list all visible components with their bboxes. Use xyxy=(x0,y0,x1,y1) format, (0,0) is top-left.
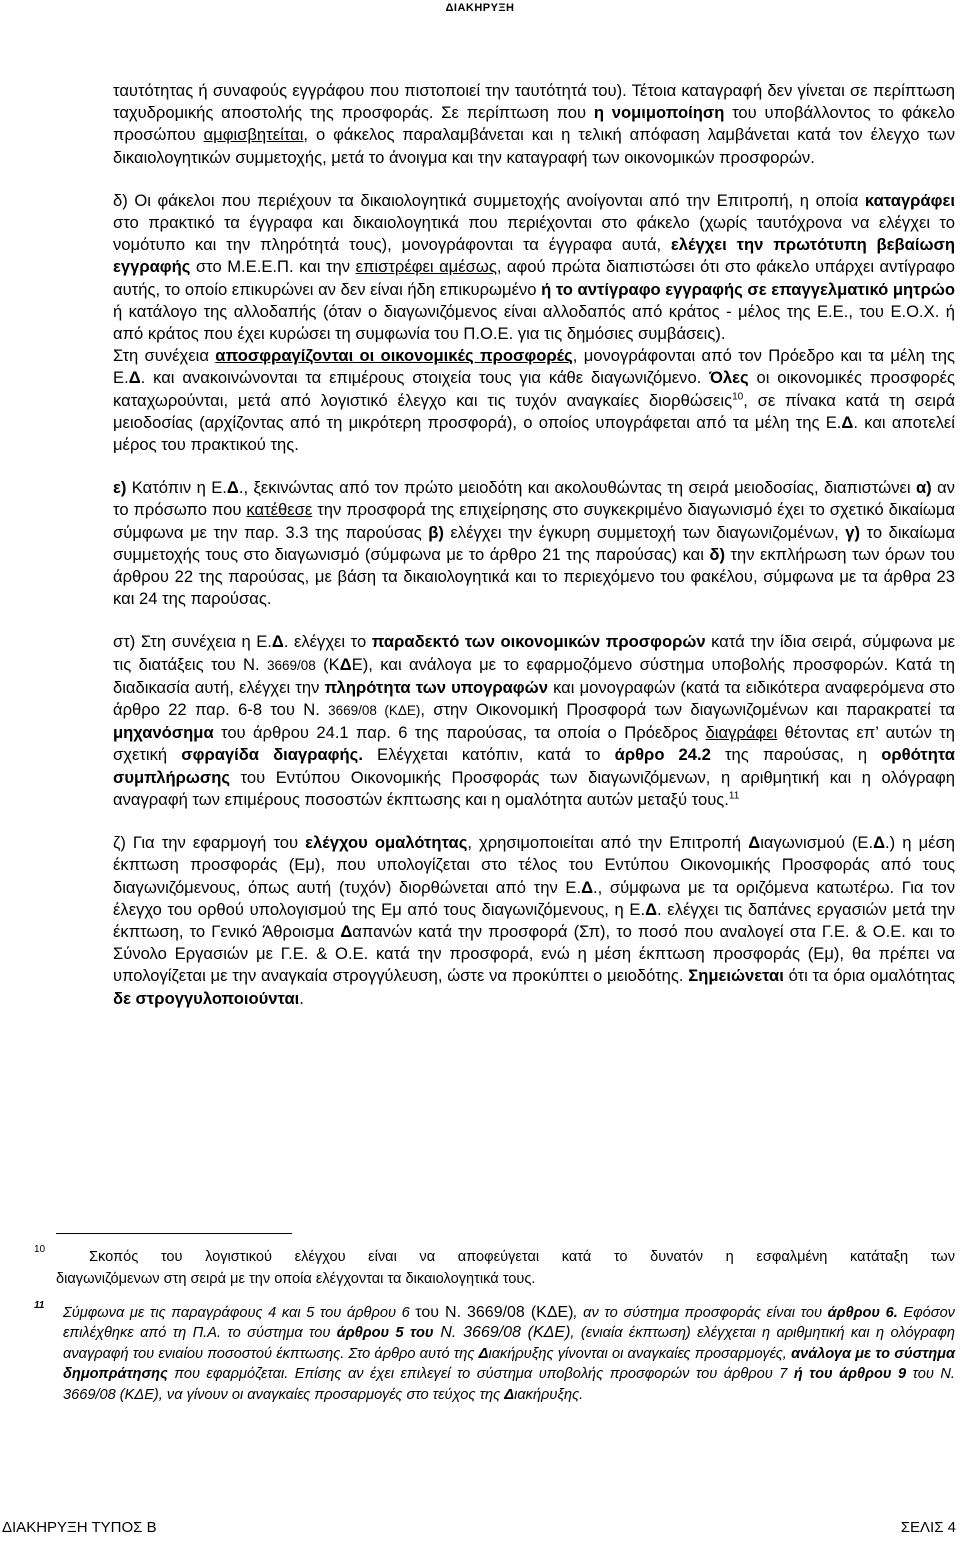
footnote-ref-10[interactable]: 10 xyxy=(732,391,744,403)
footnote-10-line1: Σκοπός του λογιστικού ελέγχου είναι να αποφεύγεται κατά το δυνατόν η εσφαλμένη κατάταξη των xyxy=(89,1249,955,1265)
paragraph-e: ε) Κατόπιν η Ε.Δ., ξεκινώντας από τον πρώτο μειοδότη και ακολουθώντας τη σειρά μειοδοσίας, διαπιστώνει α) αν το πρόσωπο που κατέθεσε την προσφορά της επιχείρησης στο συγκεκριμένο διαγωνισμό έχει το σχετικό δικαίωμα σύμφωνα με την παρ. 3.3 της παρούσας β) ελέγχει την έγκυρη συμμετοχή των διαγωνιζομένων, γ) το δικαίωμα συμμετοχής τους στο διαγωνισμό (σύμφωνα με το άρθρο 21 της παρούσας) και δ) την εκπλήρωση των όρων του άρθρου 22 της παρούσας, με βάση τα δικαιολογητικά και το περιεχόμενο του φακέλου, σύμφωνα με τα άρθρα 23 και 24 της παρούσας. xyxy=(113,478,956,609)
page-header: ΔΙΑΚΗΡΥΞΗ xyxy=(445,2,515,14)
paragraph-d: δ) Οι φάκελοι που περιέχουν τα δικαιολογητικά συμμετοχής ανοίγονται από την Επιτροπή, η οποία καταγράφει στο πρακτικό τα έγγραφα και δικαιολογητικά που περιέχονται στο φάκελο (χωρίς ταυτόχρονα να ελέγχει το νομότυπο και την πληρότητά τους), μονογράφονται τα έγγραφα αυτά, ελέγχει την πρωτότυπη βεβαίωση εγγραφής στο Μ.Ε.Ε.Π. και την επιστρέφει αμέσως, αφού πρώτα διαπιστώσει ότι στο φάκελο υπάρχει αντίγραφο αυτής, το οποίο επικυρώνει αν δεν είναι ήδη επικυρωμένο ή το αντίγραφο εγγραφής σε επαγγελματικό μητρώο ή κατάλογο της αλλοδαπής (όταν ο διαγωνιζόμενος είναι αλλοδαπός από κράτος - μέλος της Ε.Ε., του Ε.Ο.Χ. ή από κράτος που έχει κυρώσει τη συμφωνία του Π.Ο.Ε. για τις δημόσιες συμβάσεις). xyxy=(113,190,956,344)
paragraph-st: στ) Στη συνέχεια η Ε.Δ. ελέγχει το παραδεκτό των οικονομικών προσφορών κατά την ίδια σειρά, σύμφωνα με τις διατάξεις του Ν. 3669/08 (ΚΔΕ), και ανάλογα με το εφαρμοζόμενο σύστημα υποβολής προσφορών. Κατά τη διαδικασία αυτή, ελέγχει την πληρότητα των υπογραφών και μονογραφών (κατά τα ειδικότερα αναφερόμενα στο άρθρο 22 παρ. 6-8 του Ν. 3669/08 (ΚΔΕ), στην Οικονομική Προσφορά των διαγωνιζομένων και παρακρατεί τα μηχανόσημα του άρθρου 24.1 παρ. 6 της παρούσας, τα οποία ο Πρόεδρος διαγράφει θέτοντας επ’ αυτών τη σχετική σφραγίδα διαγραφής. Ελέγχεται κατόπιν, κατά το άρθρο 24.2 της παρούσας, η ορθότητα συμπλήρωσης του Εντύπου Οικονομικής Προσφοράς των διαγωνιζόμενων, η αριθμητική και η ολόγραφη αναγραφή των επιμέρους ποσοστών έκπτωσης και η ομαλότητα αυτών μεταξύ τους.$^{11}$ xyxy=(113,632,956,809)
document-body xyxy=(113,80,955,1010)
footer-page-number: ΣΕΛΙΣ 4 xyxy=(900,1519,956,1536)
paragraph-z: ζ) Για την εφαρμογή του ελέγχου ομαλότητας, χρησιμοποιείται από την Επιτροπή Διαγωνισμού (Ε.Δ.) η μέση έκπτωση προσφοράς (Εμ), που υπολογίζεται στο τέλος του Εντύπου Οικονομικής Προσφοράς από τους διαγωνιζόμενους, όπως αυτή (τυχόν) διορθώνεται από την Ε.Δ., σύμφωνα με τα οριζόμενα κατωτέρω. Για τον έλεγχο του ορθού υπολογισμού της Εμ από τους διαγωνιζόμενους, η Ε.Δ. ελέγχει τις δαπάνες εργασιών μετά την έκπτωση, το Γενικό Άθροισμα Δαπανών κατά την προσφορά (Σπ), το ποσό που αναλογεί στα Γ.Ε. & Ο.Ε. και το Σύνολο Εργασιών με Γ.Ε. & Ο.Ε. κατά την προσφορά, ενώ η μέση έκπτωση προσφοράς (Εμ), θα πρέπει να υπολογίζεται με την αναγκαία στρογγύλευση, ώστε να προκύπτει ο μειοδότης. Σημειώνεται ότι τα όρια ομαλότητας δε στρογγυλοποιούνται. xyxy=(113,833,956,1008)
footnote-10-line2: διαγωνιζόμενων στη σειρά με την οποία ελέγχονται τα δικαιολογητικά τους. xyxy=(56,1271,536,1287)
footnote-11-text: Σύμφωνα με τις παραγράφους 4 και 5 του άρθρου 6 του Ν. 3669/08 (ΚΔΕ), αν το σύστημα προσφοράς είναι του άρθρου 6. Εφόσον επιλέχθηκε από τη Π.Α. το σύστημα του άρθρου 5 του Ν. 3669/08 (ΚΔΕ), (ενιαία έκπτωση) ελέγχεται η αριθμητική και η ολόγραφη αναγραφή του ενιαίου ποσοστού έκπτωσης. Στο άρθρο αυτό της Διακήρυξης γίνονται οι αναγκαίες προσαρμογές, ανάλογα με το σύστημα δημοπράτησης που εφαρμόζεται. Επίσης αν έχει επιλεγεί το σύστημα υποβολής προσφορών του άρθρου 7 ή του άρθρου 9 του Ν. 3669/08 (ΚΔΕ), να γίνουν οι αναγκαίες προσαρμογές στο τεύχος της Διακήρυξης. xyxy=(63,1304,955,1403)
footnote-10-number: 10 xyxy=(34,1244,46,1255)
paragraph-identity: ταυτότητας ή συναφούς εγγράφου που πιστοποιεί την ταυτότητά του). Τέτοια καταγραφή δεν γίνεται σε περίπτωση ταχυδρομικής αποστολής της προσφοράς. Σε περίπτωση που η νομιμοποίηση του υποβάλλοντος το φάκελο προσώπου αμφισβητείται, ο φάκελος παραλαμβάνεται και η τελική απόφαση λαμβάνεται κατά τον έλεγχο των δικαιολογητικών συμμετοχής, μετά το άνοιγμα και την καταγραφή των οικονομικών προσφορών. xyxy=(113,81,955,167)
footnote-ref-11[interactable]: 11 xyxy=(728,790,740,802)
footer-left: ΔΙΑΚΗΡΥΞΗ ΤΥΠΟΣ Β xyxy=(2,1519,157,1536)
footnote-11-number: 11 xyxy=(34,1300,45,1311)
paragraph-unsealing: Στη συνέχεια αποσφραγίζονται οι οικονομικές προσφορές, μονογράφονται από τον Πρόεδρο και τα μέλη της Ε.Δ. και ανακοινώνονται τα επιμέρους στοιχεία τους για κάθε διαγωνιζόμενο. Όλες οι οικονομικές προσφορές καταχωρούνται, μετά από λογιστικό έλεγχο και τις τυχόν αναγκαίες διορθώσεις$^{10}$, σε πίνακα κατά τη σειρά μειοδοσίας (αρχίζοντας από τη μικρότερη προσφορά), ο οποίος υπογράφεται από τα μέλη της Ε.Δ. και αποτελεί μέρος του πρακτικού της. xyxy=(113,346,955,455)
footnote-divider xyxy=(56,1233,292,1234)
